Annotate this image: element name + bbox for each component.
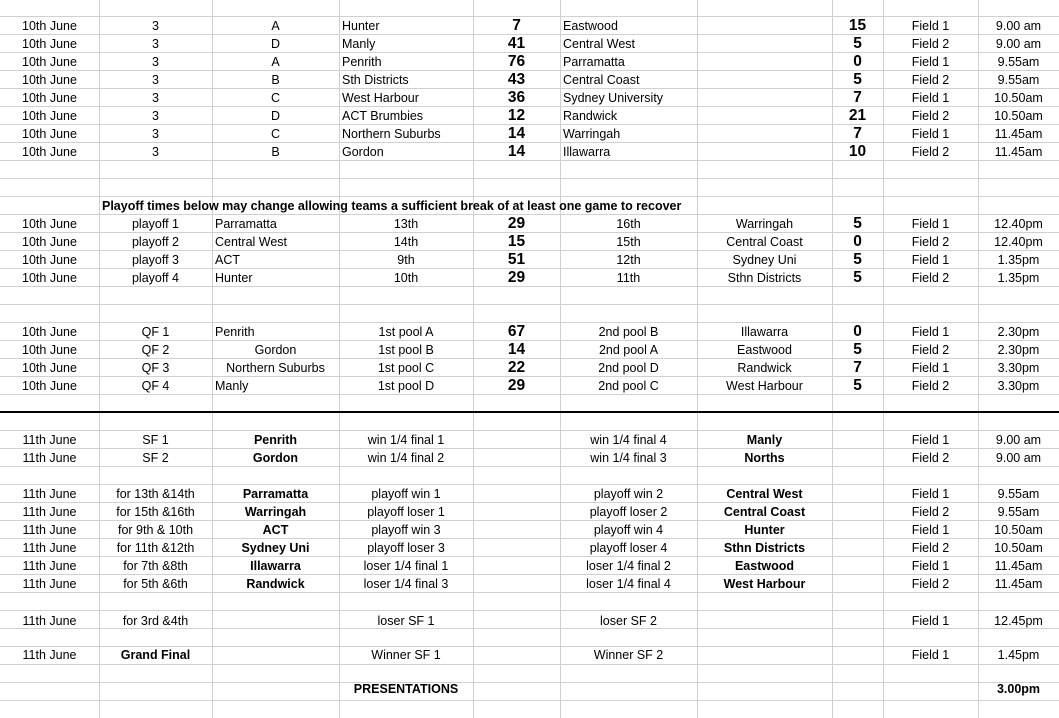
field-cell: Field 2: [911, 343, 950, 357]
round-cell: 3: [152, 109, 159, 123]
round-cell: for 15th &16th: [116, 505, 195, 519]
section-divider: [0, 411, 1059, 413]
away-team-cell: Illawarra: [563, 145, 611, 159]
date-cell: 10th June: [22, 217, 77, 231]
home-team-cell: Parramatta: [242, 487, 309, 501]
away-score-cell: 0: [853, 323, 862, 340]
home-team-cell: Northern Suburbs: [342, 127, 441, 141]
away-team-cell: Central Coast: [723, 505, 806, 519]
round-cell: Grand Final: [120, 648, 191, 662]
home-team-cell: Parramatta: [215, 217, 277, 231]
round-cell: playoff 3: [131, 253, 180, 267]
round-cell: playoff 4: [131, 271, 180, 285]
date-cell: 11th June: [22, 648, 77, 662]
row-gridline: [0, 178, 1059, 179]
round-cell: playoff 1: [131, 217, 180, 231]
home-source-cell: win 1/4 final 1: [367, 433, 445, 447]
round-cell: QF 2: [141, 343, 170, 357]
date-cell: 11th June: [22, 577, 77, 591]
date-cell: 11th June: [22, 541, 77, 555]
home-team-cell: Gordon: [342, 145, 384, 159]
home-team-cell: Penrith: [215, 325, 255, 339]
time-cell: 11.45am: [994, 577, 1043, 591]
away-seed-cell: 15th: [616, 235, 641, 249]
away-team-cell: Sydney Uni: [732, 253, 797, 267]
away-team-cell: Warringah: [735, 217, 794, 231]
home-score-cell: 7: [512, 17, 521, 34]
away-source-cell: playoff win 4: [593, 523, 664, 537]
field-cell: Field 1: [911, 648, 950, 662]
time-cell: 10.50am: [994, 523, 1043, 537]
home-seed-cell: 1st pool C: [377, 361, 435, 375]
away-seed-cell: 16th: [616, 217, 641, 231]
date-cell: 10th June: [22, 361, 77, 375]
home-score-cell: 14: [507, 125, 526, 142]
date-cell: 10th June: [22, 145, 77, 159]
away-team-cell: Randwick: [737, 361, 792, 375]
row-gridline: [0, 682, 1059, 683]
home-team-cell: Central West: [215, 235, 288, 249]
home-team-cell: Gordon: [254, 343, 297, 357]
home-score-cell: 76: [507, 53, 526, 70]
home-source-cell: playoff loser 1: [367, 505, 445, 519]
away-score-cell: 0: [853, 53, 862, 70]
date-cell: 11th June: [22, 505, 77, 519]
date-cell: 10th June: [22, 19, 77, 33]
away-score-cell: 15: [848, 17, 867, 34]
away-score-cell: 5: [853, 35, 862, 52]
time-cell: 3.30pm: [997, 361, 1040, 375]
round-cell: for 3rd &4th: [122, 614, 189, 628]
pool-cell: D: [270, 37, 281, 51]
round-cell: for 13th &14th: [116, 487, 195, 501]
home-source-cell: loser 1/4 final 3: [363, 577, 449, 591]
field-cell: Field 2: [911, 235, 950, 249]
away-source-cell: loser 1/4 final 2: [586, 559, 671, 573]
date-cell: 10th June: [22, 91, 77, 105]
away-team-cell: Norths: [744, 451, 785, 465]
away-team-cell: Illawarra: [740, 325, 789, 339]
field-cell: Field 2: [911, 451, 950, 465]
time-cell: 9.00 am: [995, 19, 1042, 33]
home-score-cell: 29: [507, 215, 526, 232]
away-team-cell: Central Coast: [726, 235, 803, 249]
pool-cell: C: [270, 91, 281, 105]
time-cell: 9.00 am: [995, 37, 1042, 51]
time-cell: 2.30pm: [997, 325, 1040, 339]
field-cell: Field 1: [911, 217, 950, 231]
home-source-cell: loser SF 1: [377, 614, 435, 628]
away-team-cell: Eastwood: [563, 19, 618, 33]
field-cell: Field 2: [911, 379, 950, 393]
home-score-cell: 51: [507, 251, 526, 268]
date-cell: 10th June: [22, 109, 77, 123]
round-cell: for 9th & 10th: [117, 523, 194, 537]
away-team-cell: Manly: [746, 433, 783, 447]
away-score-cell: 10: [848, 143, 867, 160]
field-cell: Field 2: [911, 577, 950, 591]
away-source-cell: win 1/4 final 4: [590, 433, 667, 447]
time-cell: 12.40pm: [994, 235, 1043, 249]
away-team-cell: Central West: [563, 37, 636, 51]
home-score-cell: 22: [507, 359, 526, 376]
time-cell: 1.35pm: [997, 253, 1040, 267]
round-cell: 3: [152, 145, 159, 159]
home-team-cell: Illawarra: [250, 559, 301, 573]
home-team-cell: Penrith: [253, 433, 298, 447]
away-team-cell: Eastwood: [737, 343, 792, 357]
away-seed-cell: 2nd pool B: [598, 325, 659, 339]
field-cell: Field 1: [911, 253, 950, 267]
round-cell: 3: [152, 37, 159, 51]
field-cell: Field 2: [911, 271, 950, 285]
time-cell: 10.50am: [994, 91, 1043, 105]
field-cell: Field 2: [911, 109, 950, 123]
field-cell: Field 1: [911, 127, 950, 141]
away-source-cell: playoff win 2: [593, 487, 664, 501]
away-score-cell: 7: [853, 359, 862, 376]
time-cell: 9.00 am: [995, 433, 1042, 447]
away-seed-cell: 2nd pool A: [598, 343, 659, 357]
away-score-cell: 5: [853, 251, 862, 268]
field-cell: Field 1: [911, 523, 950, 537]
away-team-cell: Sthn Districts: [723, 541, 806, 555]
away-score-cell: 0: [853, 233, 862, 250]
home-score-cell: 14: [507, 143, 526, 160]
round-cell: for 5th &6th: [123, 577, 188, 591]
field-cell: Field 1: [911, 559, 950, 573]
time-cell: 10.50am: [994, 541, 1043, 555]
home-seed-cell: 1st pool D: [377, 379, 435, 393]
row-gridline: [0, 304, 1059, 305]
round-cell: 3: [152, 19, 159, 33]
home-source-cell: loser 1/4 final 1: [363, 559, 449, 573]
away-source-cell: playoff loser 2: [589, 505, 668, 519]
home-seed-cell: 14th: [393, 235, 419, 249]
date-cell: 10th June: [22, 325, 77, 339]
date-cell: 10th June: [22, 127, 77, 141]
away-team-cell: Central Coast: [563, 73, 640, 87]
time-cell: 1.35pm: [997, 271, 1040, 285]
time-cell: 9.00 am: [995, 451, 1042, 465]
time-cell: 9.55am: [997, 55, 1040, 69]
pool-cell: B: [271, 145, 280, 159]
home-team-cell: Manly: [342, 37, 376, 51]
away-team-cell: West Harbour: [723, 577, 806, 591]
row-gridline: [0, 700, 1059, 701]
away-team-cell: Sthn Districts: [727, 271, 802, 285]
away-score-cell: 5: [853, 269, 862, 286]
date-cell: 10th June: [22, 343, 77, 357]
home-score-cell: 12: [507, 107, 526, 124]
home-score-cell: 36: [507, 89, 526, 106]
pool-cell: A: [271, 55, 280, 69]
home-seed-cell: 10th: [393, 271, 419, 285]
home-team-cell: ACT: [262, 523, 289, 537]
presentations-label: PRESENTATIONS: [353, 682, 459, 696]
home-team-cell: Warringah: [244, 505, 307, 519]
home-team-cell: West Harbour: [342, 91, 419, 105]
time-cell: 11.45am: [994, 559, 1043, 573]
home-team-cell: Randwick: [246, 577, 305, 591]
home-team-cell: Hunter: [342, 19, 380, 33]
time-cell: 12.45pm: [994, 614, 1043, 628]
field-cell: Field 2: [911, 73, 950, 87]
away-team-cell: Warringah: [563, 127, 621, 141]
time-cell: 9.55am: [997, 505, 1040, 519]
pool-cell: D: [270, 109, 281, 123]
home-score-cell: 29: [507, 269, 526, 286]
away-team-cell: Randwick: [563, 109, 618, 123]
round-cell: 3: [152, 73, 159, 87]
away-source-cell: loser SF 2: [600, 614, 657, 628]
date-cell: 11th June: [22, 487, 77, 501]
time-cell: 9.55am: [997, 73, 1040, 87]
home-source-cell: Winner SF 1: [371, 648, 441, 662]
away-score-cell: 5: [853, 215, 862, 232]
presentations-time: 3.00pm: [996, 682, 1041, 696]
away-source-cell: loser 1/4 final 4: [586, 577, 671, 591]
round-cell: QF 1: [141, 325, 170, 339]
away-score-cell: 7: [853, 125, 862, 142]
away-team-cell: West Harbour: [726, 379, 803, 393]
date-cell: 11th June: [22, 523, 77, 537]
date-cell: 10th June: [22, 73, 77, 87]
time-cell: 12.40pm: [994, 217, 1043, 231]
date-cell: 11th June: [22, 451, 77, 465]
date-cell: 11th June: [22, 614, 77, 628]
date-cell: 10th June: [22, 37, 77, 51]
away-score-cell: 5: [853, 341, 862, 358]
time-cell: 11.45am: [994, 145, 1043, 159]
away-score-cell: 5: [853, 377, 862, 394]
pool-cell: B: [271, 73, 280, 87]
field-cell: Field 1: [911, 55, 950, 69]
date-cell: 10th June: [22, 55, 77, 69]
away-source-cell: Winner SF 2: [593, 648, 664, 662]
row-gridline: [0, 610, 1059, 611]
away-team-cell: Hunter: [744, 523, 785, 537]
round-cell: for 11th &12th: [116, 541, 195, 555]
away-source-cell: win 1/4 final 3: [590, 451, 667, 465]
away-seed-cell: 12th: [616, 253, 641, 267]
date-cell: 10th June: [22, 271, 77, 285]
field-cell: Field 1: [911, 614, 950, 628]
home-seed-cell: 9th: [397, 253, 415, 267]
home-team-cell: ACT: [215, 253, 240, 267]
away-team-cell: Central West: [726, 487, 803, 501]
away-score-cell: 5: [853, 71, 862, 88]
round-cell: for 7th &8th: [123, 559, 188, 573]
round-cell: 3: [152, 127, 159, 141]
field-cell: Field 2: [911, 145, 950, 159]
time-cell: 2.30pm: [997, 343, 1040, 357]
field-cell: Field 1: [911, 19, 950, 33]
away-seed-cell: 2nd pool C: [598, 379, 659, 393]
home-score-cell: 43: [507, 71, 526, 88]
field-cell: Field 1: [911, 433, 950, 447]
home-team-cell: Sth Districts: [342, 73, 409, 87]
home-score-cell: 67: [507, 323, 526, 340]
round-cell: QF 4: [141, 379, 170, 393]
round-cell: playoff 2: [131, 235, 180, 249]
date-cell: 10th June: [22, 253, 77, 267]
home-score-cell: 15: [507, 233, 526, 250]
home-source-cell: playoff loser 3: [367, 541, 445, 555]
away-seed-cell: 2nd pool D: [598, 361, 659, 375]
field-cell: Field 2: [911, 505, 950, 519]
field-cell: Field 1: [911, 361, 950, 375]
time-cell: 1.45pm: [997, 648, 1040, 662]
home-team-cell: Sydney Uni: [241, 541, 310, 555]
away-seed-cell: 11th: [616, 271, 641, 285]
round-cell: 3: [152, 55, 159, 69]
round-cell: SF 2: [142, 451, 169, 465]
round-cell: 3: [152, 91, 159, 105]
home-team-cell: Hunter: [215, 271, 253, 285]
row-gridline: [0, 664, 1059, 665]
playoff-note: Playoff times below may change allowing teams a sufficient break of at least one game to recover: [102, 199, 682, 213]
home-team-cell: Manly: [215, 379, 249, 393]
home-score-cell: 29: [507, 377, 526, 394]
home-source-cell: win 1/4 final 2: [367, 451, 445, 465]
field-cell: Field 2: [911, 37, 950, 51]
away-team-cell: Sydney University: [563, 91, 664, 105]
home-seed-cell: 13th: [393, 217, 419, 231]
round-cell: SF 1: [142, 433, 169, 447]
date-cell: 11th June: [22, 433, 77, 447]
time-cell: 9.55am: [997, 487, 1040, 501]
away-team-cell: Parramatta: [563, 55, 625, 69]
home-score-cell: 14: [507, 341, 526, 358]
pool-cell: C: [270, 127, 281, 141]
field-cell: Field 1: [911, 487, 950, 501]
date-cell: 10th June: [22, 379, 77, 393]
field-cell: Field 1: [911, 325, 950, 339]
field-cell: Field 1: [911, 91, 950, 105]
home-team-cell: Gordon: [252, 451, 299, 465]
home-team-cell: Penrith: [342, 55, 382, 69]
round-cell: QF 3: [141, 361, 170, 375]
away-source-cell: playoff loser 4: [589, 541, 668, 555]
home-team-cell: ACT Brumbies: [342, 109, 424, 123]
home-source-cell: playoff win 3: [371, 523, 441, 537]
field-cell: Field 2: [911, 541, 950, 555]
home-source-cell: playoff win 1: [371, 487, 441, 501]
home-seed-cell: 1st pool A: [378, 325, 434, 339]
home-score-cell: 41: [507, 35, 526, 52]
time-cell: 10.50am: [994, 109, 1043, 123]
home-team-cell: Northern Suburbs: [226, 361, 325, 375]
home-seed-cell: 1st pool B: [378, 343, 434, 357]
date-cell: 11th June: [22, 559, 77, 573]
away-score-cell: 7: [853, 89, 862, 106]
pool-cell: A: [271, 19, 280, 33]
date-cell: 10th June: [22, 235, 77, 249]
time-cell: 3.30pm: [997, 379, 1040, 393]
away-team-cell: Eastwood: [734, 559, 795, 573]
time-cell: 11.45am: [994, 127, 1043, 141]
away-score-cell: 21: [848, 107, 867, 124]
